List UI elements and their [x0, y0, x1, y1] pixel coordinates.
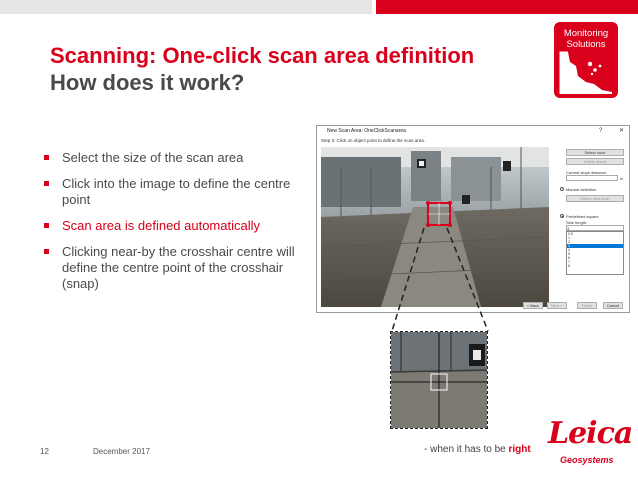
slide-title: Scanning: One-click scan area definition: [50, 43, 475, 68]
help-icon[interactable]: ?: [599, 128, 603, 134]
delete-areas-button[interactable]: Delete areas: [566, 158, 624, 165]
geosystems-logo-text: Geosystems: [560, 455, 614, 465]
tagline: [424, 444, 531, 455]
finish-button[interactable]: Finish: [577, 302, 597, 309]
list-item[interactable]: 2: [568, 240, 570, 244]
leica-logo: Leica: [548, 416, 633, 451]
bullet-item: Clicking near-by the crosshair centre will define the centre point of the crosshair (snap): [44, 244, 304, 292]
select-new-scan-button[interactable]: Select new scan: [566, 195, 624, 202]
slope-distance-unit: m: [620, 176, 624, 181]
side-length-label: Side length:: [566, 220, 588, 225]
close-icon[interactable]: ✕: [619, 128, 625, 134]
page-number: 12: [40, 447, 49, 456]
list-item[interactable]: 5: [568, 252, 570, 256]
tagline-prefix: - when it has to be: [424, 444, 509, 455]
badge-line-2: Solutions: [566, 39, 606, 50]
list-item[interactable]: 4: [568, 248, 570, 252]
slide-date: December 2017: [93, 447, 150, 456]
zoomed-photo: [391, 332, 488, 429]
zoomed-scan-area: [390, 331, 488, 429]
manual-definition-label: Manual definition: [566, 187, 597, 192]
select-color-button[interactable]: Select color: [566, 149, 624, 156]
list-item[interactable]: 7: [568, 260, 570, 264]
slide-subtitle: How does it work?: [50, 70, 245, 95]
bullet-item: Select the size of the scan area: [44, 150, 304, 166]
cancel-button[interactable]: Cancel: [603, 302, 623, 309]
tagline-emphasis: right: [508, 444, 531, 455]
badge-line-1: Monitoring: [563, 28, 609, 39]
list-item[interactable]: 1: [568, 236, 570, 240]
list-item[interactable]: 8: [568, 264, 570, 268]
next-button[interactable]: Next >: [547, 302, 567, 309]
bullet-item-highlighted: Scan area is defined automatically: [44, 218, 304, 234]
list-item-selected[interactable]: 3: [567, 244, 623, 248]
side-length-select[interactable]: 3: [566, 225, 624, 231]
dialog-title: New Scan Area: OneClickScanarea: [327, 128, 406, 134]
back-button[interactable]: < Back: [523, 302, 543, 309]
slope-distance-label: Current slope distance:: [566, 170, 608, 175]
list-item[interactable]: 0.5: [568, 232, 573, 236]
bullet-item: Click into the image to define the centre point: [44, 176, 304, 208]
list-item[interactable]: 6: [568, 256, 570, 260]
predefined-square-label: Predefined square: [566, 214, 599, 219]
step-instruction: Step 3: Click on object point to define the scan area.: [321, 138, 426, 143]
